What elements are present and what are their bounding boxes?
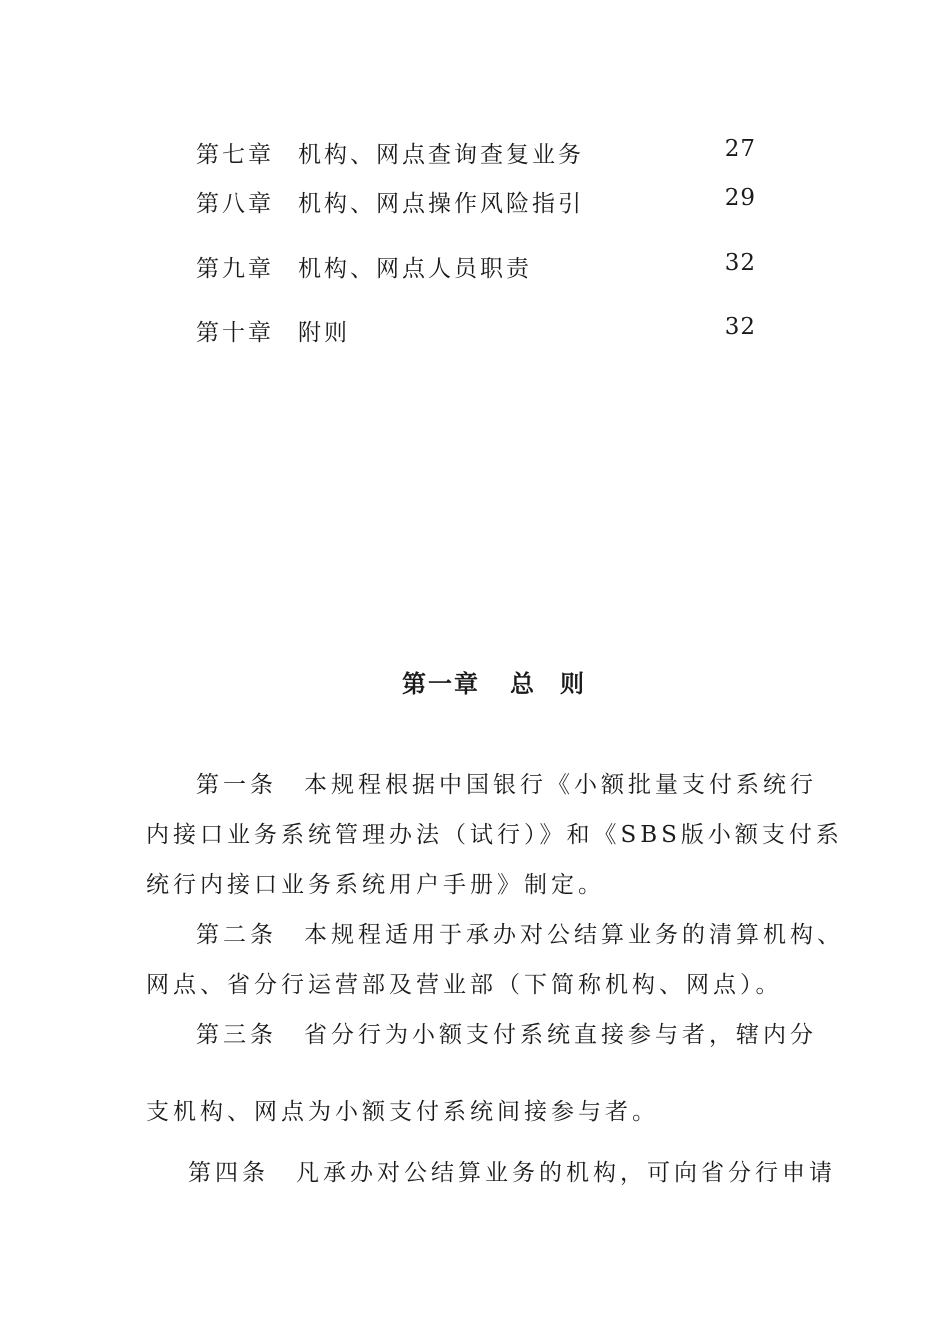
toc-chapter-number: 第七章	[196, 142, 274, 168]
article-1-line-3: 统行内接口业务系统用户手册》制定。	[146, 872, 605, 898]
toc-entry-chapter-7[interactable]	[196, 136, 766, 170]
toc-chapter-number: 第十章	[196, 320, 274, 346]
article-2-line-2: 网点、省分行运营部及营业部（下简称机构、网点）。	[146, 972, 783, 998]
toc-entry-chapter-10[interactable]	[196, 314, 766, 348]
article-1-line-2: 内接口业务系统管理办法（试行）》和《SBS版小额支付系	[146, 822, 843, 848]
article-2-line-1: 第二条 本规程适用于承办对公结算业务的清算机构、	[196, 922, 844, 948]
toc-chapter-title: 机构、网点查询查复业务	[298, 142, 584, 168]
chapter-heading-number: 第一章	[402, 669, 480, 698]
toc-chapter-title: 机构、网点操作风险指引	[298, 191, 584, 217]
article-4-line-1: 第四条 凡承办对公结算业务的机构，可向省分行申请	[188, 1160, 836, 1186]
toc-chapter-number: 第八章	[196, 191, 274, 217]
toc-chapter-number: 第九章	[196, 256, 274, 282]
article-1-line-1: 第一条 本规程根据中国银行《小额批量支付系统行	[196, 772, 817, 798]
toc-page-number: 32	[724, 250, 756, 276]
toc-chapter-title: 机构、网点人员职责	[298, 256, 532, 282]
toc-chapter-title: 附则	[298, 320, 350, 346]
toc-page-number: 32	[724, 314, 756, 340]
toc-entry-chapter-9[interactable]	[196, 250, 766, 284]
article-3-line-2: 支机构、网点为小额支付系统间接参与者。	[146, 1099, 659, 1125]
article-3-line-1: 第三条 省分行为小额支付系统直接参与者，辖内分	[196, 1022, 817, 1048]
toc-page-number: 29	[724, 185, 756, 211]
toc-entry-chapter-8[interactable]	[196, 185, 766, 219]
toc-page-number: 27	[724, 136, 756, 162]
chapter-heading-title: 总则	[510, 669, 610, 698]
chapter-heading	[0, 664, 950, 699]
